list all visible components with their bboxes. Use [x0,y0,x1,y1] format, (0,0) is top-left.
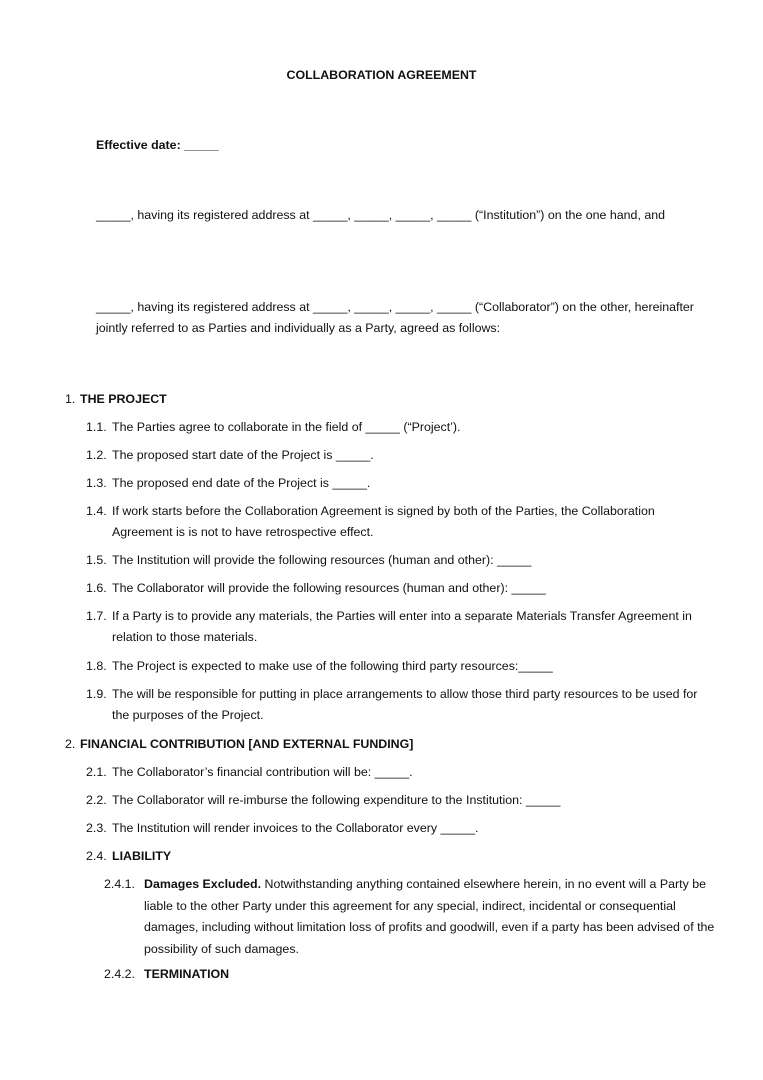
clause-number: 1.4. [86,504,107,518]
clause-number: 2.3. [86,821,107,835]
party-institution-paragraph: _____, having its registered address at _____, _____, _____, _____ (“Institution”) on the one hand, and [96,208,666,222]
clause-number: 1.2. [86,448,107,462]
section-number: 1. [65,392,76,406]
clause-text: If work starts before the Collaboration Agreement is signed by both of the Parties, the Collaboration Agreement is is not to have retrospective effect. [112,504,655,539]
section-title: FINANCIAL CONTRIBUTION [AND EXTERNAL FUNDING] [80,737,414,751]
clause-number: 1.3. [86,476,107,490]
clause-number: 1.7. [86,609,107,623]
document-title: COLLABORATION AGREEMENT [286,68,477,82]
subclause-body: Notwithstanding anything contained elsewhere herein, in no event will a Party be liable to the other Party under this agreement for any special, indirect, incidental or consequential damages, including without limitation loss of profits and goodwill, even if a party has been advised of the possibility of such damages. [144,877,715,956]
clause-text: The Collaborator’s financial contribution will be: _____. [112,765,413,779]
clause-text: The proposed end date of the Project is _____. [112,476,371,490]
party-collaborator-paragraph: _____, having its registered address at _____, _____, _____, _____ (“Collaborator”) on the other, hereinafter jointly referred to as Parties and individually as a Party, agreed as follows: [96,300,694,335]
clause-text: The will be responsible for putting in place arrangements to allow those third party resources to be used for the purposes of the Project. [112,687,698,722]
section-title: THE PROJECT [80,392,167,406]
clause-number: 2.4. [86,849,107,863]
clause-text: The Collaborator will provide the following resources (human and other): _____ [112,581,546,595]
clause-number: 1.8. [86,659,107,673]
clause-text: The Parties agree to collaborate in the field of _____ (“Project’). [112,420,461,434]
subsection-title: LIABILITY [112,849,172,863]
clause-number: 1.5. [86,553,107,567]
clause-number: 2.2. [86,793,107,807]
subclause-number: 2.4.1. [104,877,136,891]
clause-text: The Project is expected to make use of the following third party resources:_____ [112,659,553,673]
subclause-lead: Damages Excluded. [144,877,262,891]
clause-text: The Collaborator will re-imburse the following expenditure to the Institution: _____ [112,793,561,807]
clause-text: The proposed start date of the Project is _____. [112,448,374,462]
subclause-number: 2.4.2. [104,967,136,981]
clause-text: If a Party is to provide any materials, the Parties will enter into a separate Materials Transfer Agreement in relation to those materials. [112,609,692,644]
subclause-text [144,874,716,960]
clause-text: The Institution will provide the following resources (human and other): _____ [112,553,532,567]
effective-date: Effective date: _____ [96,138,219,152]
clause-text: The Institution will render invoices to the Collaborator every _____. [112,821,479,835]
clause-number: 1.6. [86,581,107,595]
clause-number: 2.1. [86,765,107,779]
subclause-title: TERMINATION [144,967,230,981]
clause-number: 1.1. [86,420,107,434]
section-number: 2. [65,737,76,751]
clause-number: 1.9. [86,687,107,701]
